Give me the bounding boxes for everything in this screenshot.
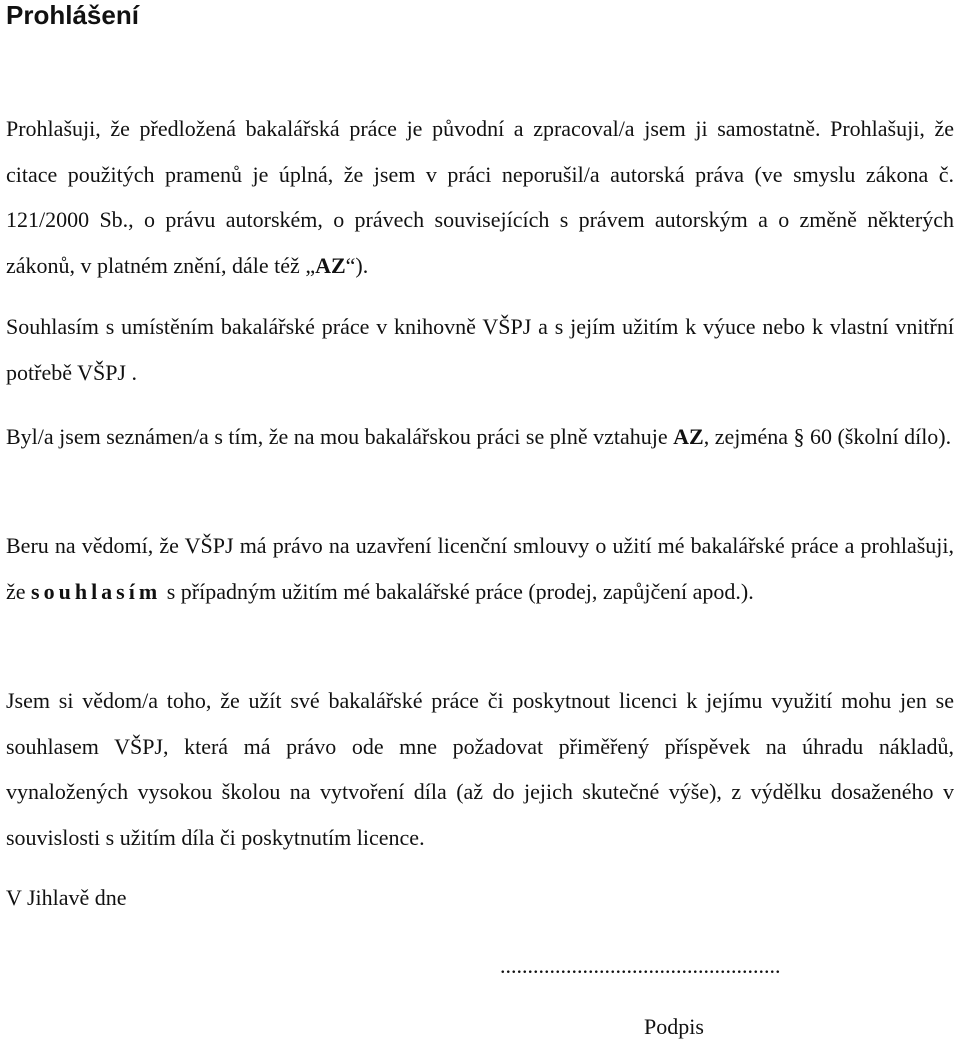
paragraph-school-work bbox=[6, 414, 954, 460]
paragraph-text: s případným užitím mé bakalářské práce (prodej, zapůjčení apod.). bbox=[161, 578, 754, 604]
az-abbreviation: AZ bbox=[315, 252, 346, 278]
paragraph-originality bbox=[6, 106, 954, 288]
signature-label: Podpis bbox=[644, 1014, 704, 1039]
paragraph-text: Byl/a jsem seznámen/a s tím, že na mou bakalářskou práci se plně vztahuje bbox=[6, 424, 674, 449]
consent-emphasis: souhlasím bbox=[31, 578, 162, 604]
paragraph-text: “). bbox=[345, 252, 369, 278]
paragraph-library-consent: Souhlasím s umístěním bakalářské práce v knihovně VŠPJ a s jejím užitím k výuce nebo k vlastní vnitřní potřebě VŠPJ . bbox=[6, 314, 954, 385]
paragraph-text: , zejména § 60 (školní dílo). bbox=[703, 424, 952, 449]
paragraph-text: Prohlašuji, že předložená bakalářská práce je původní a zpracoval/a jsem ji samostatně. Prohlašuji, že citace použitých pramenů je úplná, že jsem v práci neporušil/a autorská práva (ve smyslu zákona č. 121/2000 Sb., o právu autorském, o právech souvisejících s právem autorským a o změně některých zákonů, v platném znění, dále též „ bbox=[6, 116, 954, 278]
signature-line: ................................................... bbox=[500, 953, 781, 978]
paragraph-license-conditions: Jsem si vědom/a toho, že užít své bakalářské práce či poskytnout licenci k jejímu využití mohu jen se souhlasem VŠPJ, která má právo ode mne požadovat přiměřený příspěvek na úhradu nákladů, vynaložených vysokou školou na vytvoření díla (až do jejich skutečné výše), z výdělku dosaženého v souvislosti s užitím díla či poskytnutím licence. bbox=[6, 688, 954, 850]
place-date-label: V Jihlavě dne bbox=[6, 885, 127, 910]
page-title: Prohlášení bbox=[6, 0, 139, 30]
paragraph-license-agreement bbox=[6, 523, 954, 614]
az-abbreviation: AZ bbox=[673, 424, 704, 449]
paragraph-text: Beru na vědomí, že VŠPJ má právo na uzavření licenční smlouvy o užití mé bakalářské práce a prohlašuji, že bbox=[6, 533, 954, 604]
